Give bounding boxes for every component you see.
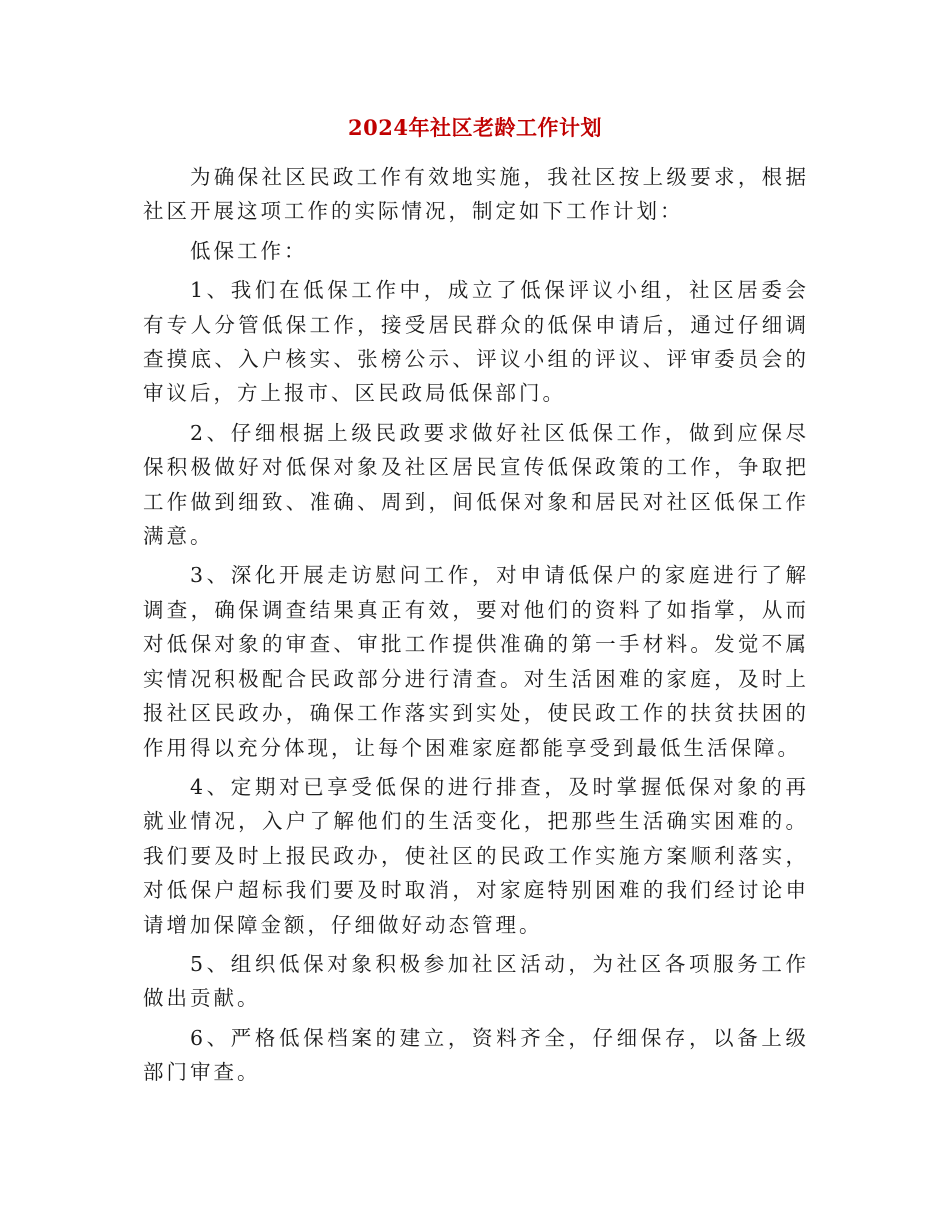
document-body (143, 160, 809, 1095)
paragraph-item-5: 5、组织低保对象积极参加社区活动，为社区各项服务工作做出贡献。 (143, 951, 809, 1011)
paragraph-intro: 为确保社区民政工作有效地实施，我社区按上级要求，根据社区开展这项工作的实际情况，制定如下工作计划： (143, 165, 809, 224)
paragraph-item-6: 6、严格低保档案的建立，资料齐全，仔细保存，以备上级部门审查。 (143, 1025, 809, 1085)
paragraph-item-1: 1、我们在低保工作中，成立了低保评议小组，社区居委会有专人分管低保工作，接受居民群众的低保申请后，通过仔细调查摸底、入户核实、张榜公示、评议小组的评议、评审委员会的审议后，方上报市、区民政局低保部门。 (143, 278, 809, 406)
document-title: 2024年社区老龄工作计划 (348, 115, 602, 140)
section-heading-dibao: 低保工作： (190, 238, 308, 263)
paragraph-item-3: 3、深化开展走访慰问工作，对申请低保户的家庭进行了解调查，确保调查结果真正有效，要对他们的资料了如指掌，从而对低保对象的审查、审批工作提供准确的第一手材料。发觉不属实情况积极配合民政部分进行清查。对生活困难的家庭，及时上报社区民政办，确保工作落实到实处，使民政工作的扶贫扶困的作用得以充分体现，让每个困难家庭都能享受到最低生活保障。 (143, 563, 809, 760)
paragraph-item-2: 2、仔细根据上级民政要求做好社区低保工作，做到应保尽保积极做好对低保对象及社区居民宣传低保政策的工作，争取把工作做到细致、准确、周到，间低保对象和居民对社区低保工作满意。 (143, 420, 809, 549)
paragraph-item-4: 4、定期对已享受低保的进行排查，及时掌握低保对象的再就业情况，入户了解他们的生活变化，把那些生活确实困难的。我们要及时上报民政办，使社区的民政工作实施方案顺利落实，对低保户超标我们要及时取消，对家庭特别困难的我们经讨论申请增加保障金额，仔细做好动态管理。 (143, 774, 809, 937)
